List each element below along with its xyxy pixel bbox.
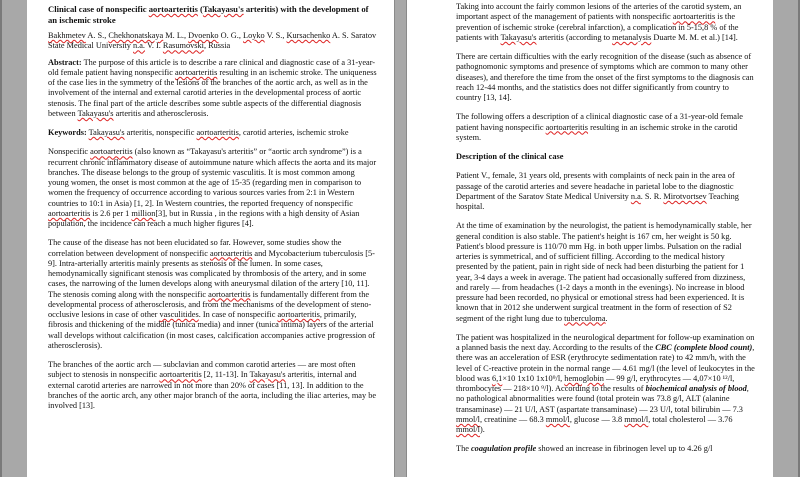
flagged-word: 6,1 — [491, 373, 503, 383]
text-run: resulting in an ischemic stroke. The uniqueness of the case lies in the symmetry of the lesions of the branches of the aortic arch, as well as in the involvement of the internal and external carotid arteries in the developmental process of aortic stenosis. The final part of the article describes some subtle aspects of the differential diagnosis between — [48, 67, 377, 118]
author-list — [48, 31, 377, 52]
flagged-word: aortoarteritis — [174, 67, 218, 77]
text-run: V. S., — [264, 31, 287, 40]
flagged-word: aortoarteritis — [159, 370, 202, 380]
flagged-word: aortoarteritis — [672, 12, 716, 22]
section-heading: Description of the clinical case — [456, 152, 564, 161]
text-run: and Mycobacterium tuberculosis [5-9]. Intra-arterially arteritis mainly presents as stenosis of the lumen. In some cases, hemodynamically significant stenosis was complicated by thrombosis of the artery, and in some cases, the narrowing of the lumen develops along with aneurysmal dilation of the artery [10, 11]. The stenosis coming along with the nonspecific — [48, 248, 375, 299]
text-run: Patient V., female, 31 years old, presents with complaints of neck pain in the area of passage of the carotid arteries and severe headache in parietal lobe to the diagnostic Department of the Saratov State Medical University — [456, 171, 735, 201]
text-run: is 2.6 per 1 — [90, 208, 132, 218]
flagged-word: Dvoenko — [188, 31, 219, 40]
text-run: — 99 g/l, erythrocytes — 4,07×10 ¹²/l, thrombocytes — 218×10 ⁹/l). According to the results of — [456, 373, 735, 393]
text-run: The patient was hospitalized in the neurological department for follow-up examination on a planned basis the next day. According to the results of the — [456, 332, 755, 352]
body-paragraph-examination — [456, 221, 755, 324]
text-run: ( — [197, 4, 203, 14]
text-run: The cause of the disease has not been elucidated so far. However, some studies show the correlation between development of nonspecific — [48, 238, 342, 258]
flagged-word: Takayasu's — [500, 32, 537, 42]
text-run: arteritis (according to — [536, 32, 613, 42]
body-paragraph-introduction — [48, 147, 377, 229]
flagged-word: tuberculoma — [564, 313, 606, 323]
body-paragraph-coagulation — [456, 444, 755, 454]
text-run: showed an increase in fibrinogen level up to 4.26 g/l — [536, 444, 713, 454]
text-run: . S. R. — [640, 191, 664, 201]
flagged-word: Rasumovski — [162, 41, 204, 51]
emphasized-text: coagulation profile — [470, 444, 537, 454]
text-run: , creatinine — 68.3 — [479, 414, 546, 424]
text-run: , glucose — 3.8 — [569, 414, 625, 424]
body-paragraph-prevention — [456, 2, 755, 43]
text-run: Nonspecific — [48, 147, 91, 157]
flagged-word: Bakhmetev — [48, 31, 86, 40]
flagged-word: Loyko — [243, 31, 265, 40]
text-run: At the time of examination by the neurologist, the patient is hemodynamically stable, her general condition is also stable. The patient's height is 167 cm, her weight is 50 kg. Patient's blood pressure is 110/70 mm Hg. in both upper limbs. Pulsation on the radial arteries is symmetrical, and of sufficient filling. According to the medical history presented by the patient, pain in right side of neck had been disturbing the patient for 1 year, 3-4 days a week in average. The patient had occasionally suffered from dizziness, and rarely — from headaches (1-2 days a month in the evenings). No increase in blood pressure had been recorded, no physical or emotional stress had been experienced. It is known that in 2012 she underwent surgical treatment in the form of resection of S2 segment of the right lung due to — [456, 221, 752, 323]
document-page-2[interactable] — [406, 0, 773, 477]
flagged-word: mmol/l — [456, 425, 480, 434]
abstract-text — [48, 58, 377, 118]
text-run: arteritis, nonspecific — [124, 128, 197, 137]
text-run: The purpose of this article is to describe a rare clinical and diagnostic case of a 31-year-old female patient having nonspecific — [48, 57, 376, 77]
abstract-paragraph — [48, 58, 377, 120]
text-run: A. S. Saratov State Medical University — [48, 31, 377, 51]
body-paragraph-branches — [48, 360, 377, 411]
flagged-word: Takayasu's — [202, 4, 244, 14]
text-run: M. L., — [163, 31, 189, 40]
text-run: (also known as “Takayasu's arteritis” or “aortic arch syndrome”) is a recurrent chronic inflammatory disease of autoimmune nature which affects the aorta and its major branches. The disease belongs to the group of systemic vasculitis. It is most common among young women, the onset is most common at the age of 15-35 (regarding men in comparison to women the frequency of occurrence according to various sources varies from 2:1 in Western countries to 10:1 in Asia) [1, 2]. In Western countries, the reported frequency of nonspecific — [48, 147, 377, 208]
flagged-word: mmol/l — [545, 414, 570, 424]
text-run: , no pathological abnormalities were found (total protein was 73.8 g/l, ALT (alanine transaminase) — 21 U/l, AST (aspartate transaminase) — 23 U/l, total bilirubin — 7.3 — [456, 384, 749, 414]
text-run: V. I. — [145, 41, 163, 51]
flagged-word: aortoarteritis — [90, 147, 133, 157]
flagged-word: Takayasu's — [88, 128, 125, 137]
body-paragraph-lab-results — [456, 333, 755, 436]
window-left-border — [0, 0, 2, 477]
flagged-word: aortoarteritis — [209, 248, 253, 258]
text-run: [3], but in Russia , in the regions with a high density of Asian population, the incidence can reach a much higher figures [4]. — [48, 208, 360, 228]
flagged-word: aortoarteritis — [48, 208, 91, 218]
text-run: , total cholesterol — 3.76 — [648, 414, 733, 424]
flagged-word: Mirotvortsev — [663, 191, 707, 201]
text-run: [2, 11-13]. In — [201, 370, 250, 380]
flagged-word: aortoarteritis — [277, 310, 320, 319]
body-paragraph-etiology — [48, 238, 377, 351]
text-run: . — [605, 313, 608, 323]
text-run: A. S., — [85, 31, 109, 40]
article-title — [48, 4, 377, 25]
text-run: The following offers a description of a clinical diagnostic case of a 31-year-old female patient having nonspecific — [456, 112, 743, 132]
text-run: ×10 1x10 1x10⁹/l, — [502, 373, 565, 383]
body-paragraph-difficulties — [456, 52, 755, 103]
text-run: arteritis, internal and external carotid arteries are narrowed in not more than 20% of cases [11, 13]. In addition to the branches of the aortic arch, any other major branch of the aorta, including the iliac arteries, may be involved [13]. — [48, 370, 377, 410]
flagged-word: Takayasu's — [249, 370, 286, 380]
flagged-word: vasculitides — [159, 310, 199, 319]
document-page-1[interactable] — [27, 0, 395, 477]
flagged-word: n.a — [630, 191, 641, 201]
text-run: Teaching hospital. — [456, 191, 739, 211]
flagged-word: mmol/l — [456, 414, 480, 424]
text-run: Taking into account the fairly common lesions of the arteries of the carotid system, an important aspect of the management of patients with nonspecific — [456, 2, 742, 22]
flagged-word: aortoarteritis — [545, 122, 589, 132]
flagged-word: Chekhonatskaya — [108, 31, 164, 40]
flagged-word: Kursachenko — [286, 31, 331, 40]
text-run: resulting in an ischemic stroke in the carotid system. — [456, 122, 738, 142]
text-run: arteritis) with the development of an ischemic stroke — [48, 4, 369, 25]
flagged-word: n.a. — [133, 41, 146, 51]
text-run: There are certain difficulties with the early recognition of the disease (such as absence of pathognomonic symptoms and presence of symptoms which are common to many other diseases), and therefore the time from the onset of the first symptoms to the diagnosis can reach 12-44 months, and the statistics does not differ significantly from country to country [13, 14]. — [456, 52, 754, 102]
flagged-word: mmol/l — [624, 414, 649, 424]
text-run: is the prevention of ischemic stroke (cerebral infarction), a complication in 5-15,8 % of the patients with — [456, 12, 739, 42]
text-run: Duarte M. M. et al.) [14]. — [651, 32, 738, 42]
text-run: , there was an acceleration of ESR (erythrocyte sedimentation rate) to 42 mm/h, with the level of C-reactive protein in the normal range — 4.61 mg/l (the level of leukocytes in the blood was — [456, 343, 755, 383]
text-run: is fundamentally different from the developmental process of atherosclerosis, and from the mechanisms of the development of steno-occlusive lesions in case of other — [48, 289, 372, 319]
text-run: O. G., — [218, 31, 243, 40]
text-run: , primarily, fibrosis and thickening of the middle (tunica media) and inner (tunica intima) layers of the arterial wall develops without calcification (in most cases, calcification accompanies active progression of atherosclerosis). — [48, 310, 376, 350]
flagged-word: million — [131, 208, 156, 218]
body-paragraph-case-intro — [456, 112, 755, 143]
emphasized-text: biochemical analysis of blood — [645, 384, 747, 393]
text-run: , carotid arteries, ischemic stroke — [238, 128, 349, 137]
flagged-word: aortoarteritis — [148, 4, 198, 14]
text-run: , Russia — [203, 41, 231, 51]
keywords-paragraph — [48, 128, 377, 138]
text-run: ). — [479, 425, 485, 434]
text-run: Clinical case of nonspecific — [48, 4, 149, 14]
flagged-word: Takayasu's — [77, 108, 114, 118]
text-run: The branches of the aortic arch — subclavian and common carotid arteries — are most often subject to stenosis in nonspecific — [48, 360, 356, 380]
text-run: . In case of nonspecific — [198, 310, 278, 319]
flagged-word: aortoarteritis — [196, 128, 239, 137]
flagged-word: aortoarteritis — [208, 289, 251, 299]
emphasized-text: CBC (complete blood count) — [655, 343, 753, 352]
flagged-word: metanalysis — [612, 32, 652, 42]
keywords-text — [87, 128, 349, 137]
abstract-label: Abstract: — [48, 57, 82, 67]
text-run: The — [456, 444, 471, 454]
text-run: arteritis and atherosclerosis. — [113, 108, 209, 118]
flagged-word: hemoglobin — [564, 373, 604, 383]
body-paragraph-complaints — [456, 171, 755, 212]
keywords-label: Keywords: — [48, 128, 87, 137]
